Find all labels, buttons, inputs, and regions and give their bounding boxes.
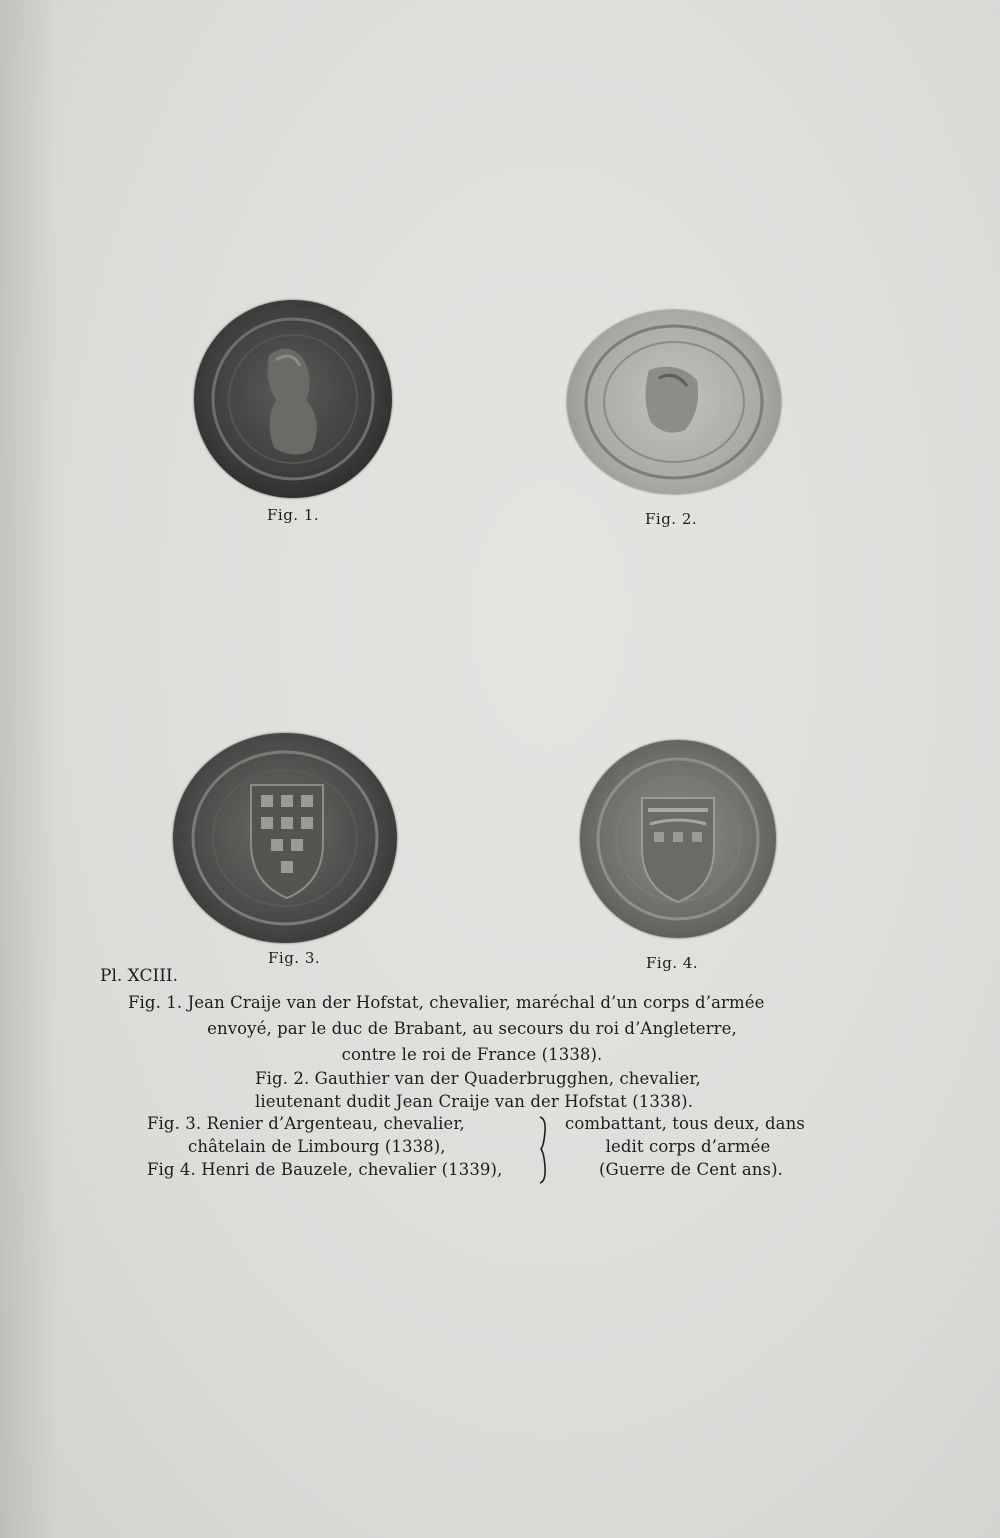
fig-4-label: Fig. 4. <box>646 954 699 972</box>
plate-label: Pl. XCIII. <box>100 966 179 986</box>
seal-fig-3 <box>173 733 397 943</box>
caption-fig4-line1: Fig 4. Henri de Bauzele, chevalier (1339), <box>147 1160 503 1179</box>
seal-fig-4 <box>580 740 776 938</box>
curly-brace <box>537 1115 549 1185</box>
seal-1-engraving <box>194 300 392 498</box>
caption-fig2-line2: lieutenant dudit Jean Craije van der Hofstat (1338). <box>254 1092 694 1111</box>
fig-3-label: Fig. 3. <box>268 949 321 967</box>
fig-1-label: Fig. 1. <box>267 506 320 524</box>
caption-fig2-line1: Fig. 2. Gauthier van der Quaderbrugghen, chevalier, <box>255 1069 701 1088</box>
seal-3-engraving <box>173 733 397 943</box>
caption-right-line3: (Guerre de Cent ans). <box>599 1160 783 1179</box>
seal-fig-1 <box>194 300 392 498</box>
seal-fig-2 <box>567 310 781 494</box>
caption-fig1-line2: envoyé, par le duc de Brabant, au secours du roi d’Angleterre, <box>207 1019 737 1038</box>
seal-4-engraving <box>580 740 776 938</box>
caption-right-line2: ledit corps d’armée <box>605 1137 771 1156</box>
seal-2-engraving <box>567 310 781 494</box>
caption-fig3-line2: châtelain de Limbourg (1338), <box>188 1137 446 1156</box>
caption-fig1-line3: contre le roi de France (1338). <box>341 1045 603 1064</box>
caption-right-line1: combattant, tous deux, dans <box>565 1114 805 1133</box>
fig-2-label: Fig. 2. <box>645 510 698 528</box>
caption-fig1-line1: Fig. 1. Jean Craije van der Hofstat, chevalier, maréchal d’un corps d’armée <box>128 993 765 1012</box>
caption-fig3-line1: Fig. 3. Renier d’Argenteau, chevalier, <box>147 1114 465 1133</box>
page-shadow <box>0 0 60 1538</box>
